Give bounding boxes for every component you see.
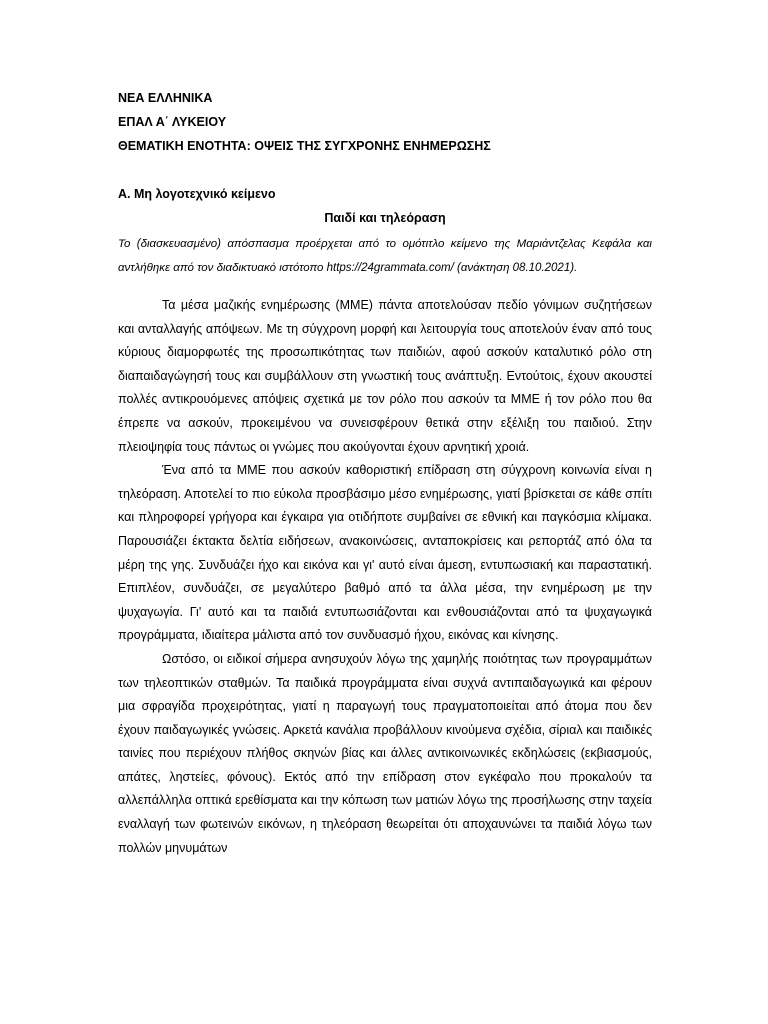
section-label: Α. Μη λογοτεχνικό κείμενο bbox=[118, 187, 276, 201]
paragraph: Τα μέσα μαζικής ενημέρωσης (ΜΜΕ) πάντα αποτελούσαν πεδίο γόνιμων συζητήσεων και ανταλλαγής απόψεων. Με τη σύγχρονη μορφή και λειτουργία τους αποτελούν έναν από τους κύριους διαμορφωτές της προσωπικότητας των παιδιών, αφού ασκούν καταλυτικό ρόλο στη διαπαιδαγώγησή τους και συμβάλλουν στη γνωστική τους ανάπτυξη. Εντούτοις, έχουν ακουστεί πολλές αντικρουόμενες απόψεις σχετικά με τον ρόλο που ασκούν τα ΜΜΕ ή τον ρόλο που θα έπρεπε να ασκούν, προκειμένου να συνεισφέρουν θετικά στην εξέλιξη του παιδιού. Στην πλειοψηφία τους πάντως οι γνώμες που ακούγονται έχουν αρνητική χροιά. bbox=[118, 298, 652, 454]
class-heading: ΕΠΑΛ Α΄ ΛΥΚΕΙΟΥ bbox=[118, 115, 227, 129]
unit-heading: ΘΕΜΑΤΙΚΗ ΕΝΟΤΗΤΑ: ΟΨΕΙΣ ΤΗΣ ΣΥΓΧΡΟΝΗΣ ΕΝΗΜΕΡΩΣΗΣ bbox=[118, 139, 491, 153]
subject-heading: ΝΕΑ ΕΛΛΗΝΙΚΑ bbox=[118, 91, 213, 105]
source-note: Το (διασκευασμένο) απόσπασμα προέρχεται από το ομότιτλο κείμενο της Μαριάντζελας Κεφάλα και αντλήθηκε από τον διαδικτυακό ιστότοπο https://24grammata.com/ (ανάκτηση 08.10.2021). bbox=[118, 238, 652, 274]
body-text bbox=[118, 294, 652, 860]
paragraph: Ωστόσο, οι ειδικοί σήμερα ανησυχούν λόγω της χαμηλής ποιότητας των προγραμμάτων των τηλεοπτικών σταθμών. Τα παιδικά προγράμματα είναι συχνά αντιπαιδαγωγικά και φέρουν μια σφραγίδα προχειρότητας, γιατί η παραγωγή τους πραγματοποιείται από άτομα που δεν έχουν παιδαγωγικές γνώσεις. Αρκετά κανάλια προβάλλουν κινούμενα σχέδια, σίριαλ και παιδικές ταινίες που περιέχουν πλήθος σκηνών βίας και άλλες αντικοινωνικές εκδηλώσεις (εκβιασμούς, απάτες, ληστείες, φόνους). Εκτός από την επίδραση στον εγκέφαλο που προκαλούν τα αλλεπάλληλα οπτικά ερεθίσματα και την κόπωση των ματιών λόγω της προσήλωσης στην ταχεία εναλλαγή των φωτεινών εικόνων, η τηλεόραση θεωρείται ότι αποχαυνώνει τα παιδιά λόγω των πολλών μηνυμάτων bbox=[118, 651, 652, 855]
paragraph: Ένα από τα ΜΜΕ που ασκούν καθοριστική επίδραση στη σύγχρονη κοινωνία είναι η τηλεόραση. Αποτελεί το πιο εύκολα προσβάσιμο μέσο ενημέρωσης, γιατί βρίσκεται σε κάθε σπίτι και πληροφορεί γρήγορα και έγκαιρα για οτιδήποτε συμβαίνει σε εθνική και παγκόσμια κλίμακα. Παρουσιάζει έκτακτα δελτία ειδήσεων, ανακοινώσεις, ανταποκρίσεις και ρεπορτάζ από όλα τα μέρη της γης. Συνδυάζει ήχο και εικόνα και γι' αυτό είναι άμεση, εντυπωσιακή και παραστατική. Επιπλέον, συνδυάζει, σε μεγαλύτερο βαθμό από τα άλλα μέσα, την ενημέρωση με την ψυχαγωγία. Γι' αυτό και τα παιδιά εντυπωσιάζονται και ενθουσιάζονται από τα ψυχαγωγικά προγράμματα, ιδιαίτερα μάλιστα από τον συνδυασμό ήχου, εικόνας και κίνησης. bbox=[118, 463, 652, 643]
text-title: Παιδί και τηλεόραση bbox=[324, 211, 446, 225]
